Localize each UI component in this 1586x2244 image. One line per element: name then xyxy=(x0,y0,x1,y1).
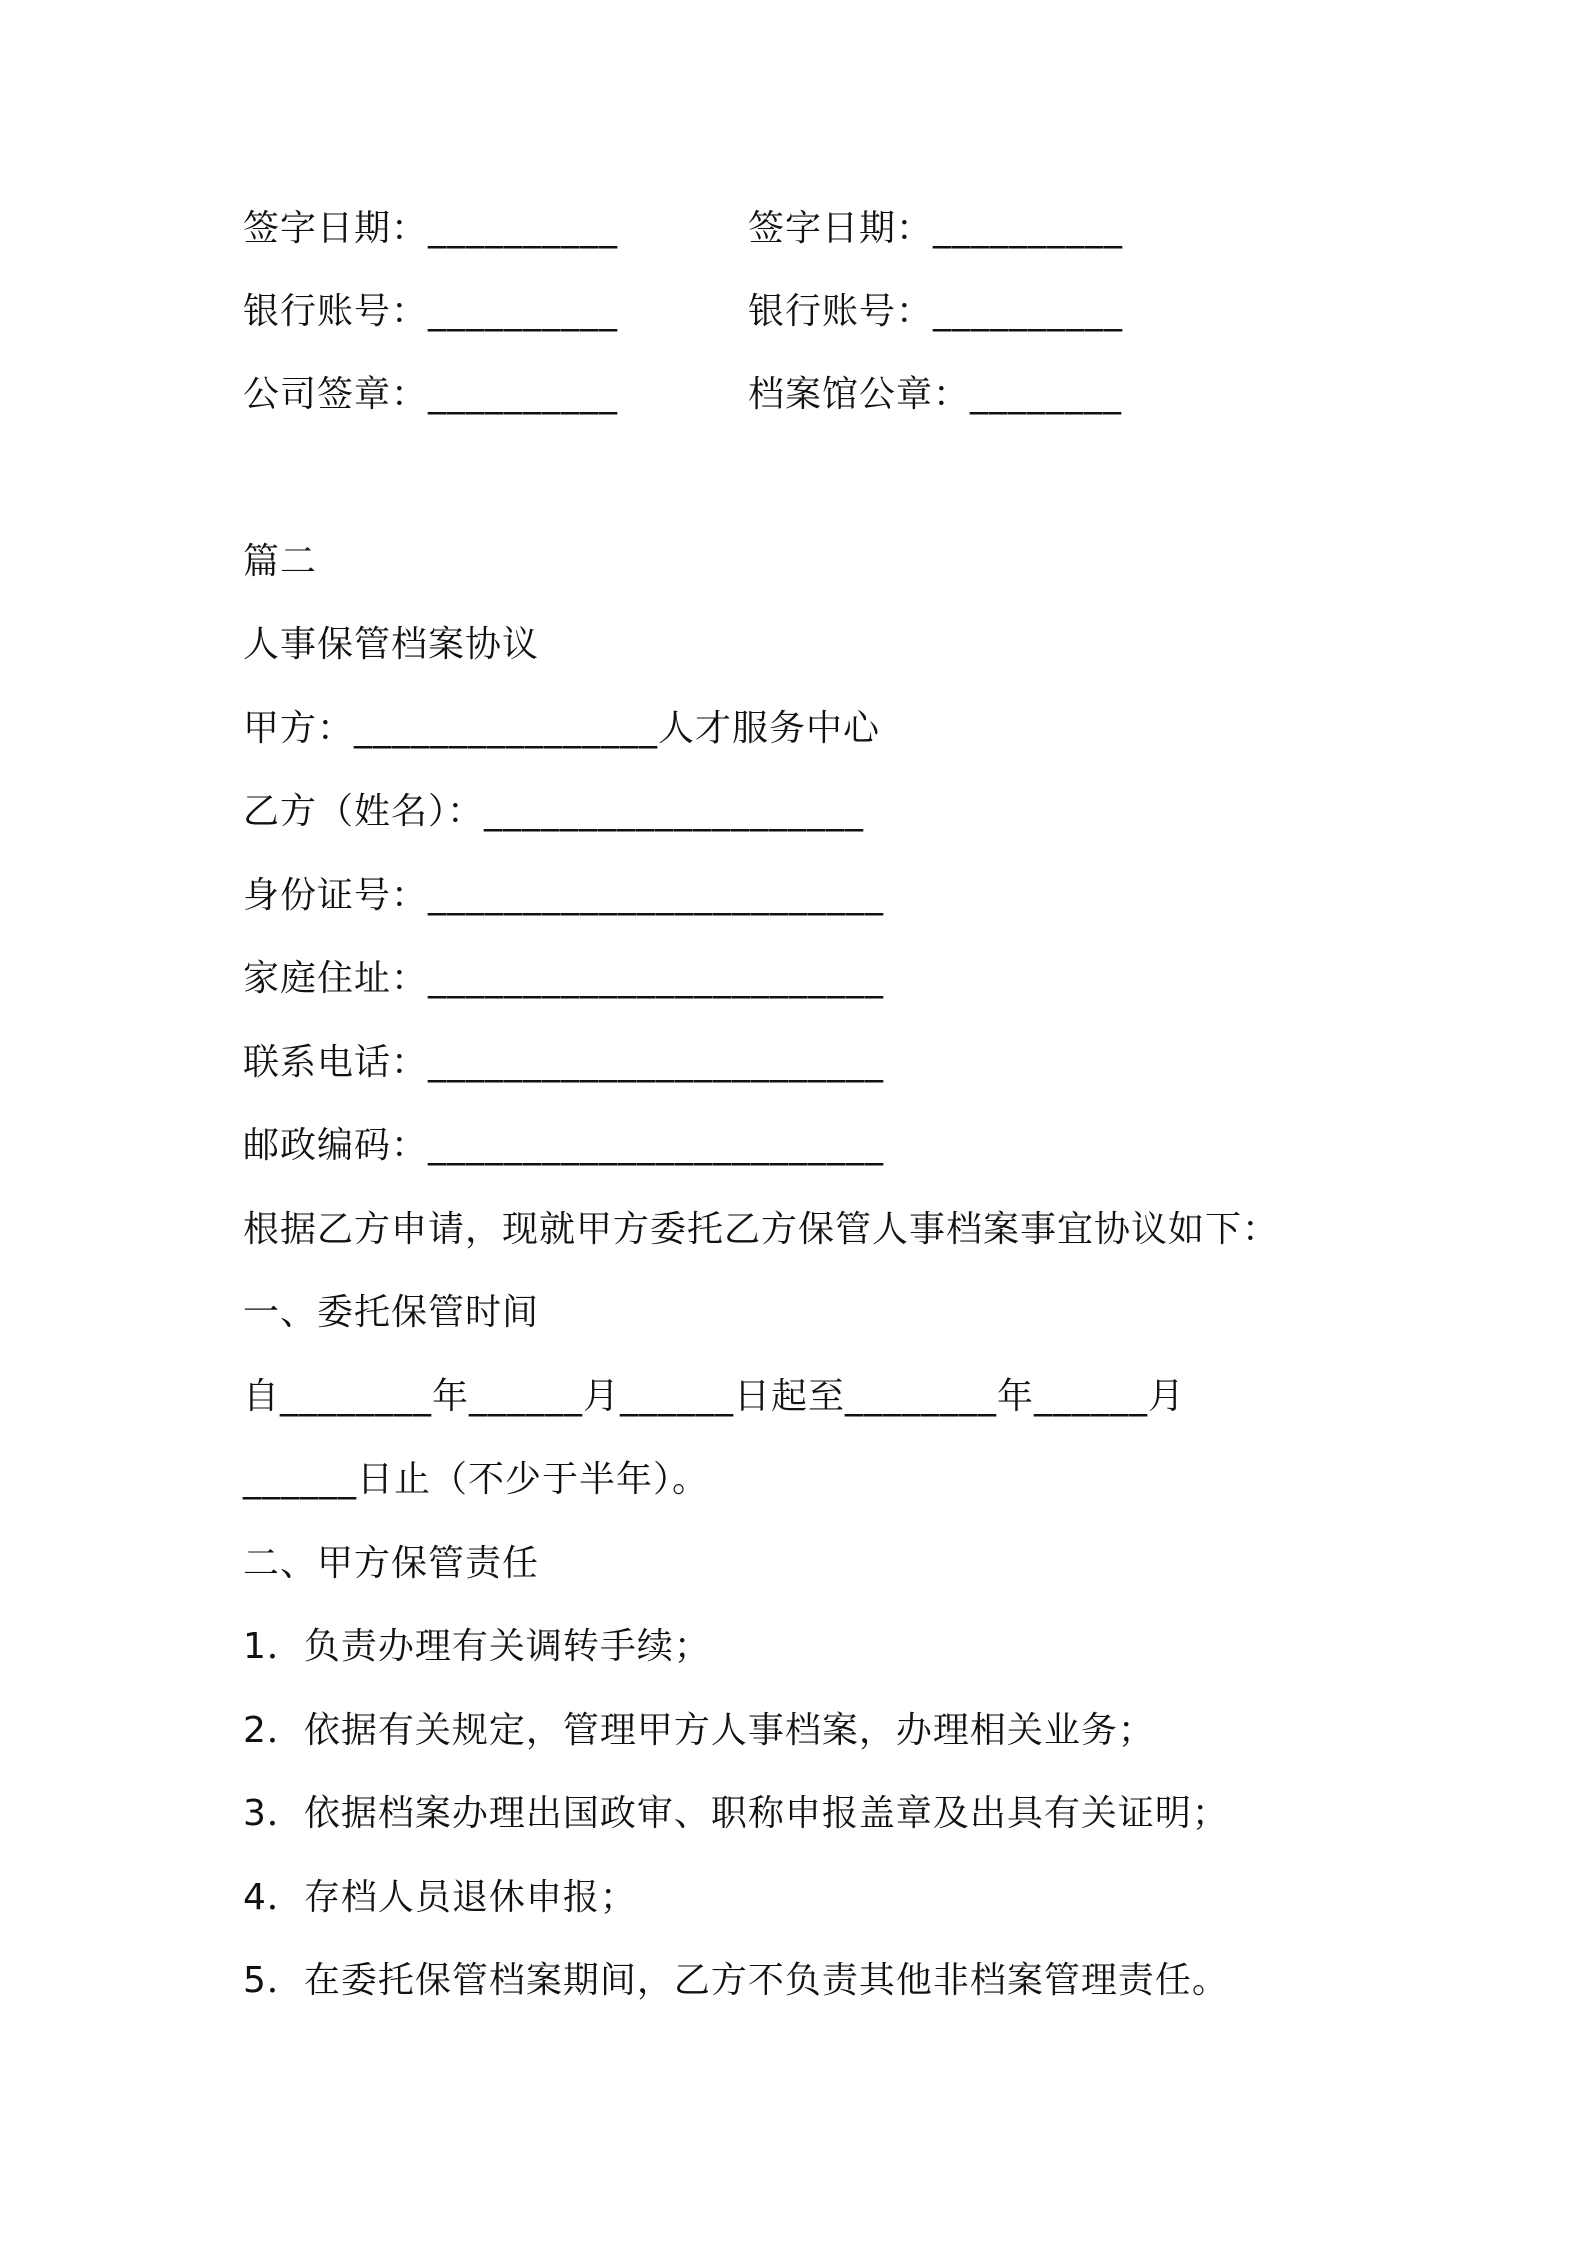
list-item: 4．存档人员退休申报； xyxy=(243,1877,637,1918)
bank-account-right: 银行账号：__________ xyxy=(748,291,1124,332)
part-heading: 篇二 xyxy=(243,541,318,582)
phone-field: 联系电话：________________________ xyxy=(243,1042,885,1083)
archive-seal-right: 档案馆公章：________ xyxy=(748,374,1123,415)
party-b-name-field: 乙方（姓名）：____________________ xyxy=(243,791,865,832)
id-number-field: 身份证号：________________________ xyxy=(243,875,885,916)
section-one-line-1: 自________年______月______日起至________年______月 xyxy=(243,1376,1186,1417)
postal-code-field: 邮政编码：________________________ xyxy=(243,1125,885,1166)
bank-account-left: 银行账号：__________ xyxy=(243,291,619,332)
section-one-heading: 一、委托保管时间 xyxy=(243,1292,540,1333)
section-one-line-2: ______日止（不少于半年）。 xyxy=(243,1459,710,1500)
home-address-field: 家庭住址：________________________ xyxy=(243,958,885,999)
company-seal-left: 公司签章：__________ xyxy=(243,374,619,415)
agreement-title: 人事保管档案协议 xyxy=(243,624,540,665)
signature-date-left: 签字日期：__________ xyxy=(243,208,619,249)
section-two-heading: 二、甲方保管责任 xyxy=(243,1543,540,1584)
list-item: 2．依据有关规定，管理甲方人事档案，办理相关业务； xyxy=(243,1710,1155,1751)
intro-paragraph: 根据乙方申请，现就甲方委托乙方保管人事档案事宜协议如下： xyxy=(243,1209,1280,1250)
party-a-field: 甲方：________________人才服务中心 xyxy=(243,708,881,749)
list-item: 3．依据档案办理出国政审、职称申报盖章及出具有关证明； xyxy=(243,1793,1229,1834)
list-item: 5．在委托保管档案期间，乙方不负责其他非档案管理责任。 xyxy=(243,1960,1229,2001)
list-item: 1．负责办理有关调转手续； xyxy=(243,1626,711,1667)
signature-date-right: 签字日期：__________ xyxy=(748,208,1124,249)
